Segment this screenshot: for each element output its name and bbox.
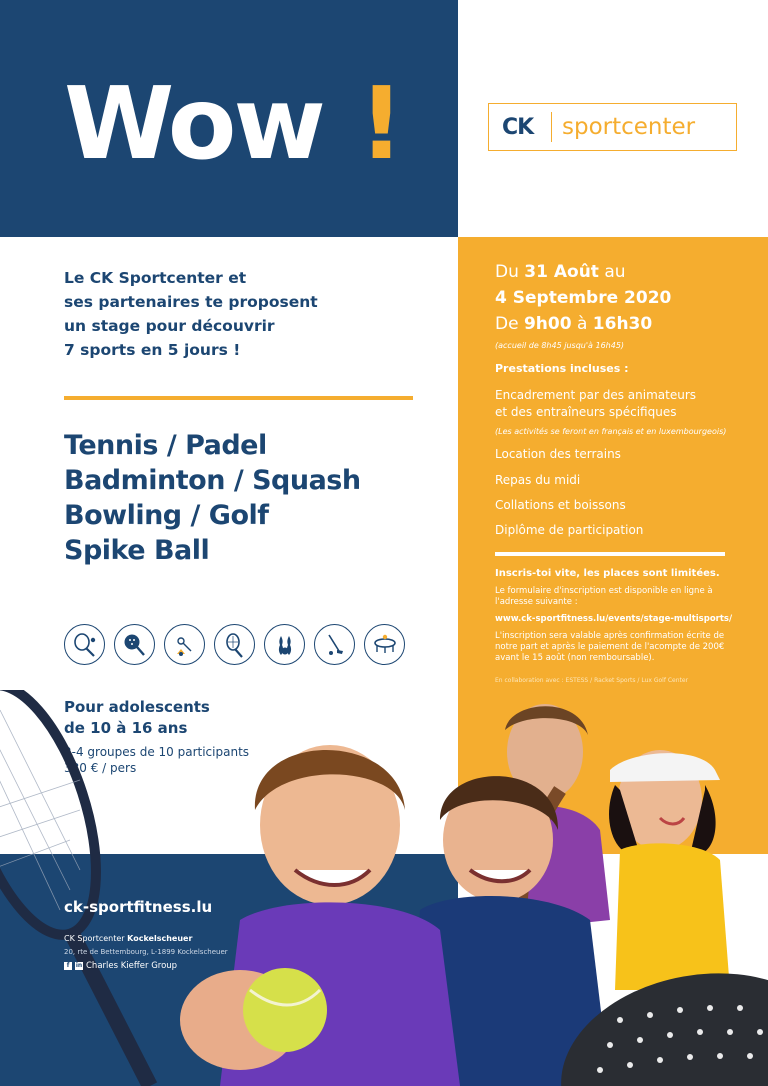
sports-list bbox=[64, 428, 361, 568]
intro-line: 7 sports en 5 jours ! bbox=[64, 341, 241, 359]
prestation-encadrement bbox=[495, 387, 696, 421]
bowling-icon bbox=[264, 624, 305, 665]
prestation-location: Location des terrains bbox=[495, 447, 621, 461]
padel-racket-icon bbox=[114, 624, 155, 665]
start-date: 31 Août bbox=[524, 262, 599, 282]
hero-exclamation: ! bbox=[358, 65, 402, 182]
inscription-validity: L'inscription sera valable après confirmation écrite de notre part et après le paiement de l'acompte de 200€ avant le 15 août (non remboursable). bbox=[495, 631, 725, 663]
sport-item: Badminton / Squash bbox=[64, 465, 361, 496]
squash-racket-icon bbox=[214, 624, 255, 665]
inscription-form-text: Le formulaire d'inscription est disponible en ligne à l'adresse suivante : bbox=[495, 586, 713, 607]
ck-sportcenter-logo bbox=[488, 103, 737, 151]
prestation-encadrement-line1: Encadrement par des animateurs bbox=[495, 388, 697, 402]
kids-photo bbox=[0, 690, 768, 1086]
social-group-line bbox=[64, 961, 177, 971]
collaboration-note: En collaboration avec : ESTESS / Racket Sports / Lux Golf Center bbox=[495, 677, 689, 684]
website-link[interactable]: ck-sportfitness.lu bbox=[64, 898, 213, 916]
divider bbox=[64, 396, 413, 400]
logo-wordmark: sportcenter bbox=[562, 114, 696, 140]
divider bbox=[495, 552, 725, 556]
group-name: Charles Kieffer Group bbox=[86, 961, 178, 971]
price: 380 € / pers bbox=[64, 761, 137, 775]
intro-text bbox=[64, 266, 404, 362]
sport-item: Tennis / Padel bbox=[64, 430, 267, 461]
dates-block bbox=[495, 259, 671, 337]
intro-line: Le CK Sportcenter et bbox=[64, 269, 247, 287]
tennis-racket-image bbox=[0, 690, 150, 1086]
end-time: 16h30 bbox=[592, 314, 653, 334]
hero-title bbox=[64, 65, 402, 182]
dates-de: De bbox=[495, 314, 519, 334]
end-date: 4 Septembre 2020 bbox=[495, 288, 672, 308]
dates-du: Du bbox=[495, 262, 519, 282]
tennis-racket-icon bbox=[64, 624, 105, 665]
golf-club-icon bbox=[314, 624, 355, 665]
accueil-note: (accueil de 8h45 jusqu'à 16h45) bbox=[495, 341, 625, 350]
start-time: 9h00 bbox=[523, 314, 572, 334]
group-size: 2-4 groupes de 10 participants bbox=[64, 745, 250, 759]
girl-figure bbox=[609, 750, 730, 990]
spikeball-icon bbox=[364, 624, 405, 665]
facebook-icon[interactable]: f bbox=[64, 962, 72, 970]
badminton-icon bbox=[164, 624, 205, 665]
dates-au: au bbox=[604, 262, 626, 282]
linkedin-icon[interactable]: in bbox=[75, 962, 83, 969]
intro-line: un stage pour découvrir bbox=[64, 317, 275, 335]
company: CK Sportcenter bbox=[64, 934, 125, 943]
prestation-diplome: Diplôme de participation bbox=[495, 523, 644, 537]
language-note: (Les activités se feront en français et en luxembourgeois) bbox=[495, 427, 727, 436]
inscription-title: Inscris-toi vite, les places sont limitées. bbox=[495, 568, 720, 579]
sport-item: Spike Ball bbox=[64, 535, 210, 566]
logo-mark: CK bbox=[502, 114, 534, 140]
audience-line1: Pour adolescents bbox=[64, 698, 210, 716]
company-location: Kockelscheuer bbox=[127, 934, 193, 943]
sport-item: Bowling / Golf bbox=[64, 500, 269, 531]
prestation-collations: Collations et boissons bbox=[495, 498, 626, 512]
prestation-repas: Repas du midi bbox=[495, 473, 581, 487]
address: 20, rte de Bettembourg, L-1899 Kockelscheuer bbox=[64, 948, 228, 956]
company-name bbox=[64, 934, 192, 943]
sport-icons bbox=[64, 624, 405, 665]
dates-a: à bbox=[576, 314, 588, 334]
hero-title-text: Wow bbox=[64, 65, 323, 182]
intro-line: ses partenaires te proposent bbox=[64, 293, 318, 311]
prestations-title: Prestations incluses : bbox=[495, 362, 629, 375]
prestation-encadrement-line2: et des entraîneurs spécifiques bbox=[495, 405, 677, 419]
inscription-url[interactable]: www.ck-sportfitness.lu/events/stage-multisports/ bbox=[495, 614, 733, 624]
audience-line2: de 10 à 16 ans bbox=[64, 719, 188, 737]
